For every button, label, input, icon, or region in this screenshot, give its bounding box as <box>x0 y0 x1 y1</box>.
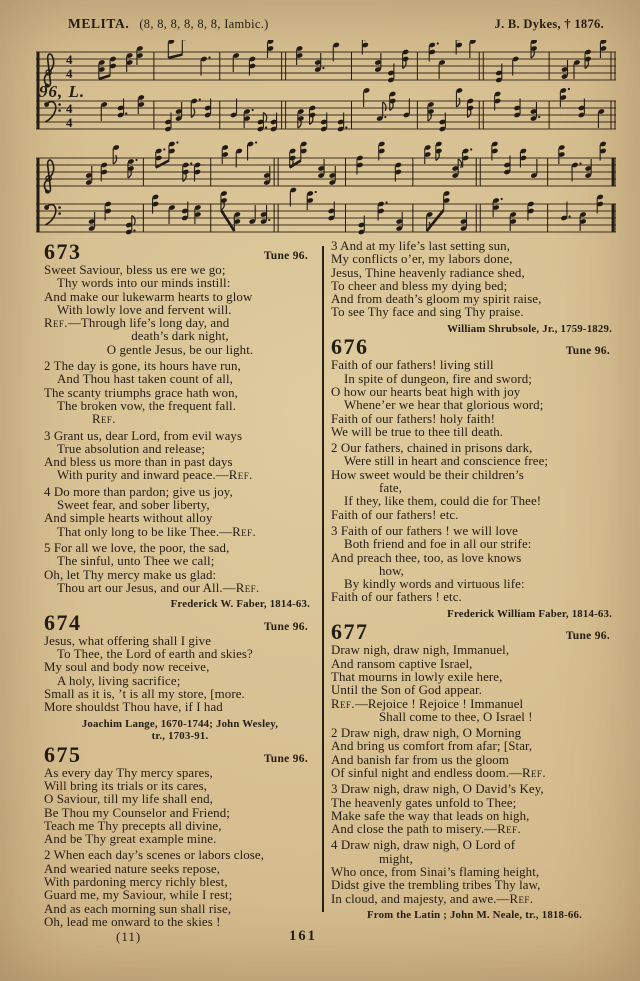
hymn-line: 2 Draw nigh, draw nigh, O Morning <box>331 726 522 741</box>
tune-reference-label: Tune 96. <box>263 752 308 765</box>
hymn-line: A holy, living sacrifice; <box>57 673 181 688</box>
hymn-line: Ref.—Rejoice ! Rejoice ! Immanuel <box>331 696 524 711</box>
tune-reference-label: Tune 96. <box>263 620 308 633</box>
hymn-line: More shouldst Thou have, if I had <box>44 700 223 715</box>
stanza <box>44 486 316 539</box>
hymn-line: To Thee, the Lord of earth and skies? <box>57 647 253 662</box>
stanza <box>331 359 618 439</box>
hymn-line: In spite of dungeon, fire and sword; <box>344 371 532 386</box>
hymn-line: might, <box>379 851 413 866</box>
stanza <box>331 525 618 605</box>
hymn-line: The sinful, unto Thee we call; <box>57 554 215 569</box>
hymn-number: 677 <box>331 619 369 645</box>
hymn-heading <box>331 619 618 645</box>
hymn-line: Will bring its trials or its cares, <box>44 778 208 793</box>
hymn-line: 3 Faith of our fathers ! we will love <box>331 523 518 538</box>
tune-reference-label: Tune 96. <box>565 630 610 643</box>
right-column <box>331 240 618 936</box>
hymn-line: And wearied nature seeks repose, <box>44 861 221 876</box>
hymn-line: That mourns in lowly exile here, <box>331 669 503 684</box>
hymn-line: Jesus, what offering shall I give <box>44 633 212 648</box>
hymn-line: Faith of our fathers ! etc. <box>331 590 462 605</box>
author-attribution: William Shrubsole, Jr., 1759-1829. <box>447 322 612 335</box>
hymn-line: Faith of our fathers! holy faith! <box>331 411 496 426</box>
hymn-line: Oh, lead me onward to the skies ! <box>44 914 221 929</box>
hymn-line: To cheer and bless my dying bed; <box>331 278 508 293</box>
hymn-line: And simple hearts without alloy <box>44 511 213 526</box>
hymn-line: Ref.—Through life’s long day, and <box>44 316 230 331</box>
tune-reference-label: Tune 96. <box>565 345 610 358</box>
stanza <box>44 542 316 595</box>
hymn-line: Didst give the trembling tribes Thy law, <box>331 878 541 893</box>
hymn-line: If they, like them, could die for Thee! <box>344 494 542 509</box>
stanza <box>44 849 316 929</box>
hymn-line: The heavenly gates unfold to Thee; <box>331 795 517 810</box>
stanza <box>331 783 618 836</box>
hymn-line: 3 Grant us, dear Lord, from evil ways <box>44 428 243 443</box>
hymn-line: O Saviour, till my life shall end, <box>44 792 214 807</box>
hymn-line: O how our hearts beat high with joy <box>331 384 521 399</box>
hymn-line: 4 Draw nigh, draw nigh, O Lord of <box>331 838 516 853</box>
stanza <box>331 442 618 522</box>
hymn-line: Shall come to thee, O Israel ! <box>379 709 533 724</box>
hymn-line: How sweet would be their children’s <box>331 467 524 482</box>
hymn-number: 676 <box>331 334 369 360</box>
stanza <box>331 644 618 724</box>
page-number: 161 <box>289 928 317 944</box>
hymn-line: And banish far from us the gloom <box>331 752 509 767</box>
hymn-line: Oh, let Thy mercy make us glad: <box>44 567 217 582</box>
svg-text:4: 4 <box>66 115 73 130</box>
hymn-line: Thy words into our minds instill: <box>57 276 231 291</box>
stanza <box>331 240 618 320</box>
hymn-line: fate, <box>379 481 403 496</box>
hymn-line: With pardoning mercy richly blest, <box>44 875 228 890</box>
hymn-line: Be Thou my Counselor and Friend; <box>44 805 230 820</box>
hymn-line: Make safe the way that leads on high, <box>331 808 530 823</box>
hymn-line: how, <box>379 563 404 578</box>
hymn-number: 673 <box>44 240 82 264</box>
tune-meter: (8, 8, 8, 8, 8, 8, Iambic.) <box>139 17 269 31</box>
author-attribution: Frederick W. Faber, 1814-63. <box>170 598 310 611</box>
tune-reference-label: Tune 96. <box>263 250 308 262</box>
hymn-line: And close the path to misery.—Ref. <box>331 822 522 837</box>
hymn-line: Were still in heart and conscience free; <box>344 454 549 469</box>
hymn-line: 3 Draw nigh, draw nigh, O David’s Key, <box>331 782 544 797</box>
hymn-line: Of sinful night and endless doom.—Ref. <box>331 765 546 780</box>
hymn-line: 4 Do more than pardon; give us joy, <box>44 484 233 499</box>
hymn-line: We will be true to thee till death. <box>331 424 504 439</box>
hymn-line: 2 The day is gone, its hours have run, <box>44 359 241 374</box>
hymn-line: As every day Thy mercy spares, <box>44 765 213 780</box>
hymn-number: 674 <box>44 609 82 635</box>
stanza <box>331 839 618 905</box>
hymn-line: In cloud, and majesty, and awe.—Ref. <box>331 891 534 906</box>
hymn-line: Both friend and foe in all our strife: <box>344 537 532 552</box>
svg-text:4: 4 <box>66 52 73 67</box>
hymn-line: And bring us comfort from afar; [Star, <box>331 739 533 754</box>
hymn-line: 3 And at my life’s last setting sun, <box>331 240 511 253</box>
hymn-line: 2 When each day’s scenes or labors close, <box>44 848 265 863</box>
hymn-line: And ransom captive Israel, <box>331 656 473 671</box>
hymn-line: Guard me, my Saviour, while I rest; <box>44 888 233 903</box>
left-column <box>44 240 316 936</box>
hymn-heading <box>44 609 316 635</box>
hymn-line: The scanty triumphs grace hath won, <box>44 385 238 400</box>
author-attribution: From the Latin ; John M. Neale, tr., 1818-66. <box>366 908 583 921</box>
hymn-line: Sweet fear, and sober liberty, <box>57 498 210 513</box>
hymn-line: My soul and body now receive, <box>44 660 210 675</box>
hymn-line: And bless us more than in past days <box>44 455 233 470</box>
stanza <box>44 767 316 847</box>
hymn-line: Who once, from Sinai’s flaming height, <box>331 865 540 880</box>
column-divider-rule <box>322 246 324 912</box>
hymn-line: Sweet Saviour, bless us ere we go; <box>44 263 226 277</box>
author-attribution: Joachim Lange, 1670-1744; John Wesley, <box>81 717 279 730</box>
composer-credit: J. B. Dykes, † 1876. <box>494 17 604 31</box>
hymn-line: Until the Son of God appear. <box>331 683 483 698</box>
svg-text:4: 4 <box>66 66 73 81</box>
hymn-line: Faith of our fathers! etc. <box>331 507 459 522</box>
stanza <box>331 727 618 780</box>
hymn-heading <box>44 741 316 767</box>
hymn-line: By kindly words and virtuous life: <box>344 577 525 592</box>
music-notation <box>36 40 620 240</box>
signature-mark: (11) <box>116 929 142 944</box>
hymn-line: 2 Our fathers, chained in prisons dark, <box>331 441 533 456</box>
page-header <box>68 16 604 32</box>
hymn-line: death’s dark night, <box>131 329 229 344</box>
hymn-line: Faith of our fathers! living still <box>331 358 494 373</box>
hymn-line: Jesus, Thine heavenly radiance shed, <box>331 265 525 280</box>
svg-text:4: 4 <box>66 101 73 116</box>
hymn-heading <box>331 334 618 360</box>
hymn-line: Whene’er we hear that glorious word; <box>344 398 544 413</box>
hymn-line: O gentle Jesus, be our light. <box>106 342 254 357</box>
hymn-line: Teach me Thy precepts all divine, <box>44 818 222 833</box>
hymn-line: My conflicts o’er, my labors done, <box>331 252 513 267</box>
author-attribution: Frederick William Faber, 1814-63. <box>447 607 612 620</box>
hymn-line: And make our lukewarm hearts to glow <box>44 289 253 304</box>
hymn-line: Small as it is, ’t is all my store, [more. <box>44 686 245 701</box>
hymn-line: To see Thy face and sing Thy praise. <box>331 305 524 320</box>
hymn-line: Draw nigh, draw nigh, Immanuel, <box>331 643 510 658</box>
stanza <box>44 430 316 483</box>
hymn-line: And from death’s gloom my spirit raise, <box>331 292 542 307</box>
author-attribution: tr., 1703-91. <box>151 730 209 743</box>
stanza <box>44 264 316 357</box>
hymn-line: And preach thee, too, as love knows <box>331 550 522 565</box>
stanza <box>44 635 316 715</box>
hymn-text-columns <box>44 240 618 936</box>
hymn-line: Ref. <box>92 412 116 427</box>
hymn-line: Thou art our Jesus, and our All.—Ref. <box>57 580 260 595</box>
hymn-line: 5 For all we love, the poor, the sad, <box>44 540 230 555</box>
hymn-line: True absolution and release; <box>57 441 206 456</box>
hymn-heading <box>44 241 316 262</box>
stanza <box>44 360 316 426</box>
hymn-line: The broken vow, the frequent fall. <box>57 398 237 413</box>
music-score <box>36 40 620 240</box>
tune-number-label: 96, L. <box>39 82 86 101</box>
hymn-line: And Thou hast taken count of all, <box>57 372 233 387</box>
hymn-number: 675 <box>44 741 82 767</box>
hymn-line: With lowly love and fervent will. <box>57 302 232 317</box>
hymn-line: And as each morning sun shall rise, <box>44 901 232 916</box>
tune-name: MELITA. <box>68 16 130 31</box>
hymn-line: That only long to be like Thee.—Ref. <box>57 524 257 539</box>
hymn-line: With purity and inward peace.—Ref. <box>57 468 253 483</box>
hymn-line: And be Thy great example mine. <box>44 832 217 847</box>
